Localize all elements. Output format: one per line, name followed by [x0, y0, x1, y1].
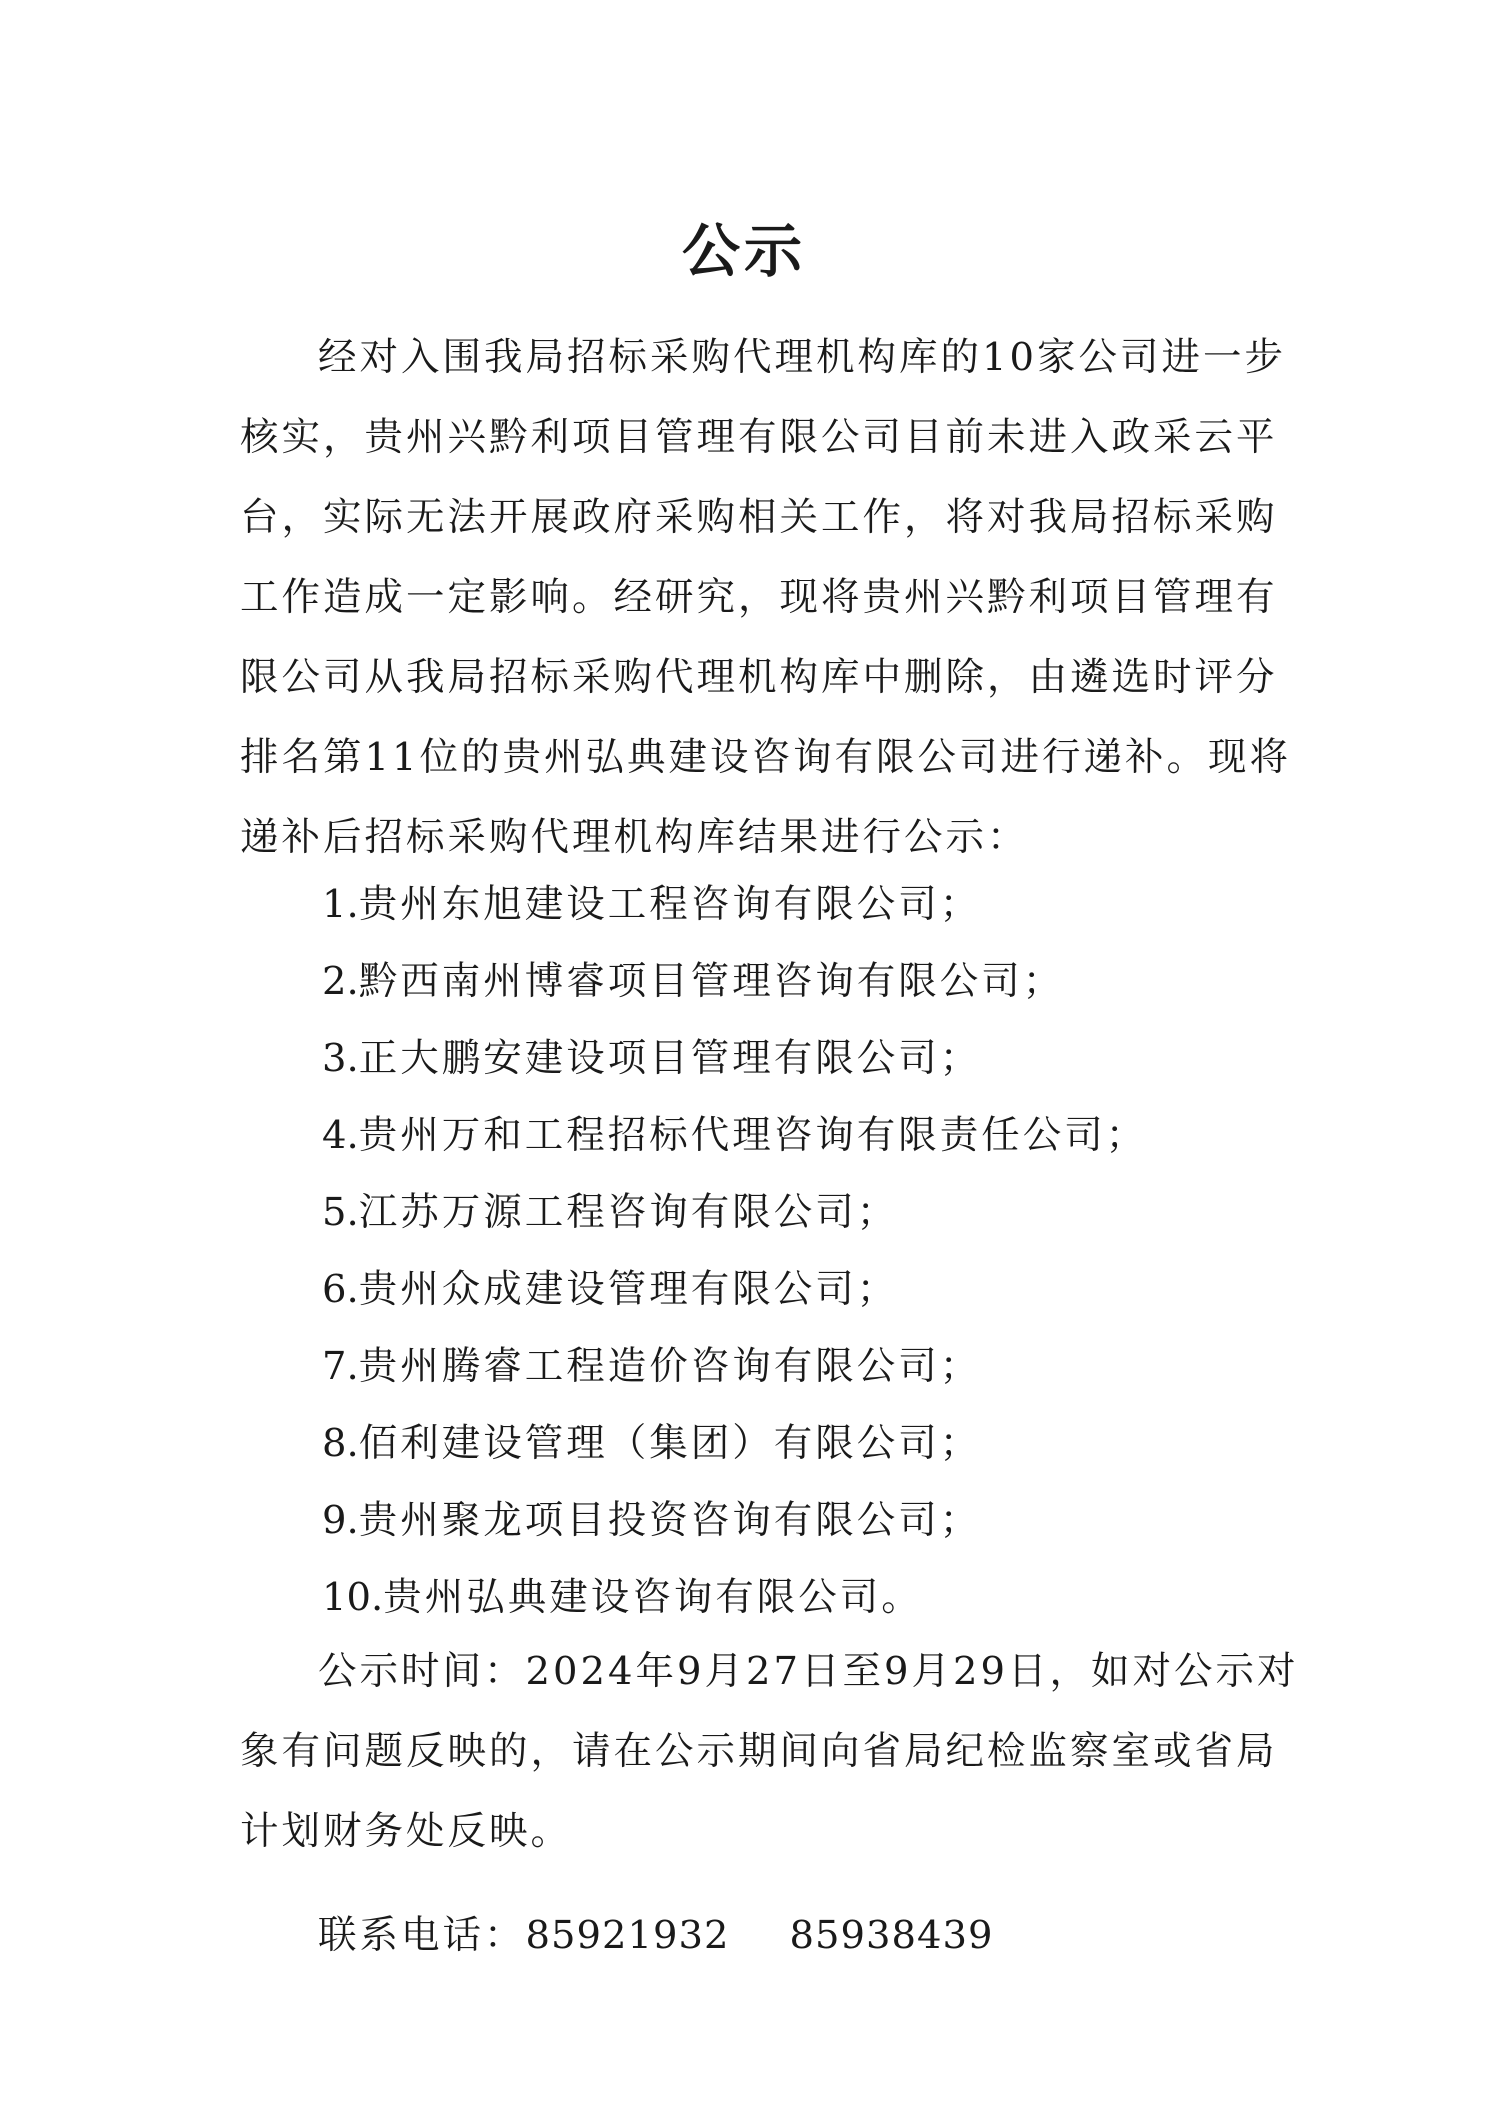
list-item — [322, 1328, 1147, 1405]
list-item — [322, 1097, 1147, 1174]
list-item-number: 8. — [322, 1421, 359, 1466]
list-item — [322, 866, 1147, 943]
company-list — [322, 866, 1147, 1636]
list-item-name: 佰利建设管理（集团）有限公司； — [358, 1421, 982, 1466]
list-item-name: 贵州腾睿工程造价咨询有限公司； — [358, 1344, 982, 1389]
list-item-number: 7. — [322, 1344, 359, 1389]
contact-phone-1: 85921932 — [525, 1913, 730, 1958]
list-item-number: 1. — [322, 882, 359, 927]
list-item — [322, 1251, 1147, 1328]
contact-label: 联系电话： — [318, 1913, 526, 1958]
page-title: 公示 — [681, 217, 806, 285]
list-item-name: 贵州弘典建设咨询有限公司。 — [383, 1575, 923, 1620]
contact-line — [318, 1896, 993, 1976]
list-item-name: 贵州万和工程招标代理咨询有限责任公司； — [358, 1113, 1148, 1158]
list-item-name: 正大鹏安建设项目管理有限公司； — [358, 1036, 982, 1081]
list-item-number: 10. — [322, 1575, 384, 1620]
announcement-paragraph: 经对入围我局招标采购代理机构库的10家公司进一步核实，贵州兴黔利项目管理有限公司目前未进入政采云平台，实际无法开展政府采购相关工作，将对我局招标采购工作造成一定影响。经研究，现将贵州兴黔利项目管理有限公司从我局招标采购代理机构库中删除，由遴选时评分排名第11位的贵州弘典建设咨询有限公司进行递补。现将递补后招标采购代理机构库结果进行公示： — [240, 335, 1291, 860]
list-item-name: 贵州东旭建设工程咨询有限公司； — [358, 882, 982, 927]
publicity-period-paragraph: 公示时间：2024年9月27日至9月29日，如对公示对象有问题反映的，请在公示期间向省局纪检监察室或省局计划财务处反映。 — [240, 1649, 1299, 1854]
list-item-name: 贵州众成建设管理有限公司； — [358, 1267, 899, 1312]
list-item — [322, 943, 1147, 1020]
list-item — [322, 1405, 1147, 1482]
list-item-number: 5. — [322, 1190, 359, 1235]
list-item-number: 9. — [322, 1498, 359, 1543]
list-item — [322, 1174, 1147, 1251]
list-item — [322, 1482, 1147, 1559]
list-item-name: 黔西南州博睿项目管理咨询有限公司； — [358, 959, 1065, 1004]
list-item-number: 2. — [322, 959, 359, 1004]
contact-phone-2: 85938439 — [789, 1913, 994, 1958]
list-item-number: 4. — [322, 1113, 359, 1158]
list-item-name: 江苏万源工程咨询有限公司； — [358, 1190, 899, 1235]
list-item-number: 3. — [322, 1036, 359, 1081]
list-item — [322, 1559, 1147, 1636]
list-item-number: 6. — [322, 1267, 359, 1312]
list-item-name: 贵州聚龙项目投资咨询有限公司； — [358, 1498, 982, 1543]
list-item — [322, 1020, 1147, 1097]
